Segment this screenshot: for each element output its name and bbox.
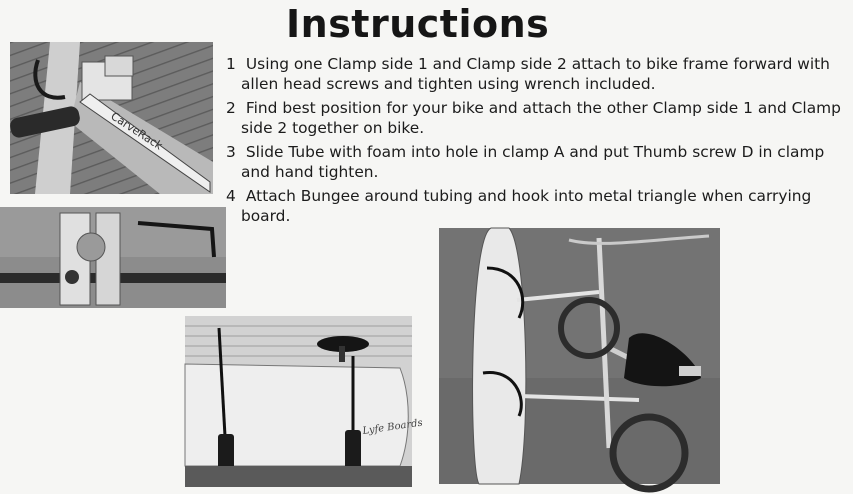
step-text: Attach Bungee around tubing and hook into metal triangle when carrying board. bbox=[241, 187, 812, 225]
instruction-list bbox=[226, 55, 846, 231]
bike-with-board-photo bbox=[439, 228, 720, 484]
board-straps-photo bbox=[185, 316, 424, 487]
step-text: Using one Clamp side 1 and Clamp side 2 attach to bike frame forward with allen head screws and tighten using wrench included. bbox=[241, 55, 830, 93]
instruction-step bbox=[226, 143, 846, 182]
step-number: 1 bbox=[226, 55, 236, 73]
board-logo-text: Lyfe Boards bbox=[361, 417, 424, 437]
step-text: Slide Tube with foam into hole in clamp A and put Thumb screw D in clamp and hand tighten. bbox=[241, 143, 825, 181]
step-number: 3 bbox=[226, 143, 236, 161]
engraved-brand-text: CarveRack bbox=[108, 109, 165, 153]
page-title: Instructions bbox=[286, 2, 550, 46]
step-number: 2 bbox=[226, 99, 236, 117]
clamp-parts-photo bbox=[0, 207, 226, 308]
clamp-on-frame-photo bbox=[10, 42, 213, 194]
instruction-step bbox=[226, 99, 846, 138]
instruction-step bbox=[226, 55, 846, 94]
step-text: Find best position for your bike and attach the other Clamp side 1 and Clamp side 2 together on bike. bbox=[241, 99, 841, 137]
step-number: 4 bbox=[226, 187, 236, 205]
instruction-step bbox=[226, 187, 846, 226]
